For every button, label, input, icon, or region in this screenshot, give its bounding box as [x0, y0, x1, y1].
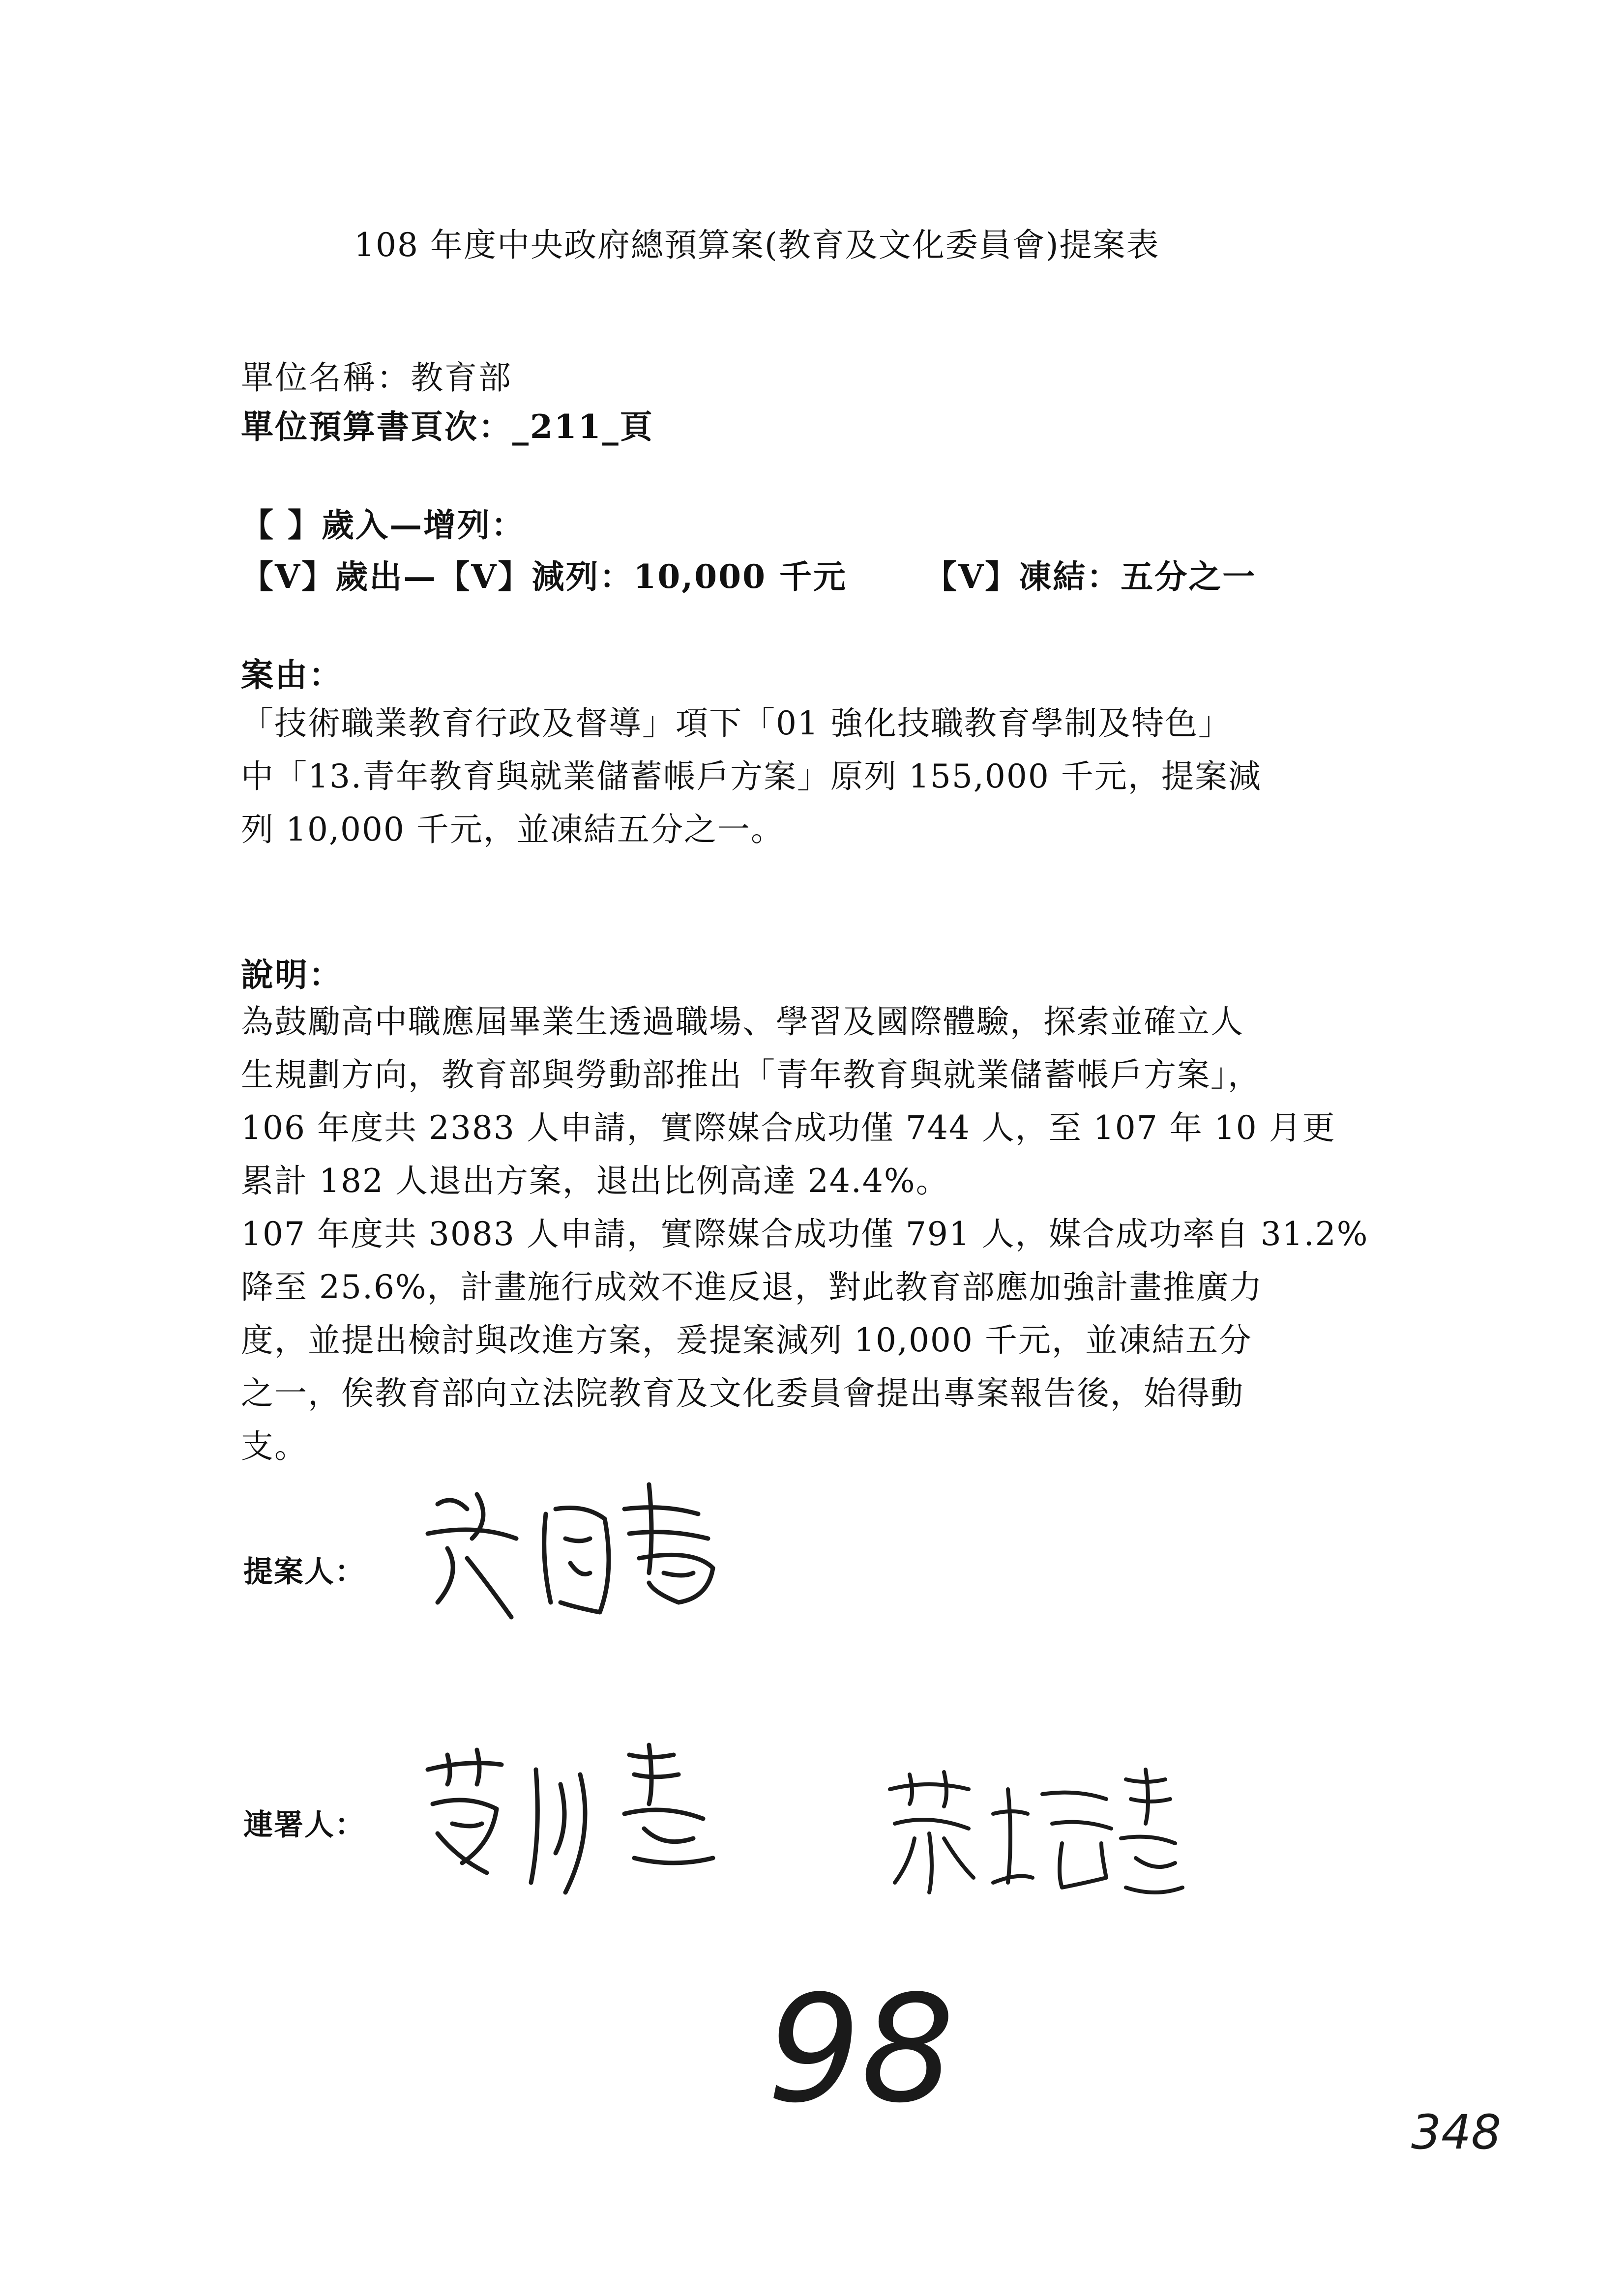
cut-checkbox: 【V】 — [437, 557, 532, 596]
expense-checkbox: 【V】 — [241, 557, 336, 596]
unit-row — [241, 351, 512, 398]
budget-page-label: 單位預算書頁次： — [241, 407, 512, 446]
cosigners-label: 連署人： — [243, 1808, 365, 1842]
cosigner-signature-2 — [880, 1760, 1185, 1907]
explanation-line: 107 年度共 3083 人申請，實際媒合成功僅 791 人，媒合成功率自 31.2% — [241, 1215, 1369, 1253]
expense-row — [241, 551, 847, 597]
explanation-heading: 說明： — [241, 956, 343, 994]
freeze-checkbox: 【V】 — [924, 557, 1019, 596]
expense-text: 歲出— — [335, 557, 438, 596]
reason-heading: 案由： — [241, 656, 343, 694]
explanation-line: 之一，俟教育部向立法院教育及文化委員會提出專案報告後，始得動 — [241, 1374, 1244, 1412]
freeze-row — [924, 551, 1256, 597]
revenue-text: 歲入—增列： — [321, 506, 525, 544]
revenue-checkbox: 【 】 — [241, 506, 322, 544]
budget-page-row — [241, 401, 654, 447]
explanation-body — [241, 995, 1382, 1473]
proposer-label: 提案人： — [243, 1555, 365, 1589]
reason-line: 「技術職業教育行政及督導」項下「01 強化技職教育學制及特色」 — [241, 704, 1232, 742]
budget-page-value: _211_頁 — [512, 407, 654, 446]
cosigner-signature-1 — [418, 1735, 723, 1897]
explanation-line: 為鼓勵高中職應屆畢業生透過職場、學習及國際體驗，探索並確立人 — [241, 1003, 1244, 1041]
revenue-row — [241, 499, 525, 546]
reason-body — [241, 697, 1382, 856]
explanation-line: 支。 — [241, 1427, 308, 1465]
cut-text: 減列：10,000 千元 — [531, 557, 848, 596]
reason-line: 列 10,000 千元，並凍結五分之一。 — [241, 811, 784, 848]
proposer-signature — [418, 1475, 738, 1637]
explanation-line: 降至 25.6%，計畫施行成效不進反退，對此教育部應加強計畫推廣力 — [241, 1268, 1263, 1306]
explanation-line: 106 年度共 2383 人申請，實際媒合成功僅 744 人，至 107 年 10 月更 — [241, 1109, 1336, 1147]
unit-label: 單位名稱： — [241, 359, 411, 397]
reason-line: 中「13.青年教育與就業儲蓄帳戶方案」原列 155,000 千元，提案減 — [241, 757, 1262, 795]
page-stamp: 348 — [1411, 2105, 1502, 2160]
document-title: 108 年度中央政府總預算案(教育及文化委員會)提案表 — [354, 226, 1160, 264]
explanation-line: 累計 182 人退出方案，退出比例高達 24.4%。 — [241, 1162, 949, 1200]
unit-value: 教育部 — [411, 359, 512, 397]
freeze-text: 凍結：五分之一 — [1019, 557, 1257, 596]
handwritten-number: 98 — [767, 1964, 955, 2135]
explanation-line: 度，並提出檢討與改進方案，爰提案減列 10,000 千元，並凍結五分 — [241, 1321, 1252, 1359]
explanation-line: 生規劃方向，教育部與勞動部推出「青年教育與就業儲蓄帳戶方案」， — [241, 1056, 1261, 1094]
